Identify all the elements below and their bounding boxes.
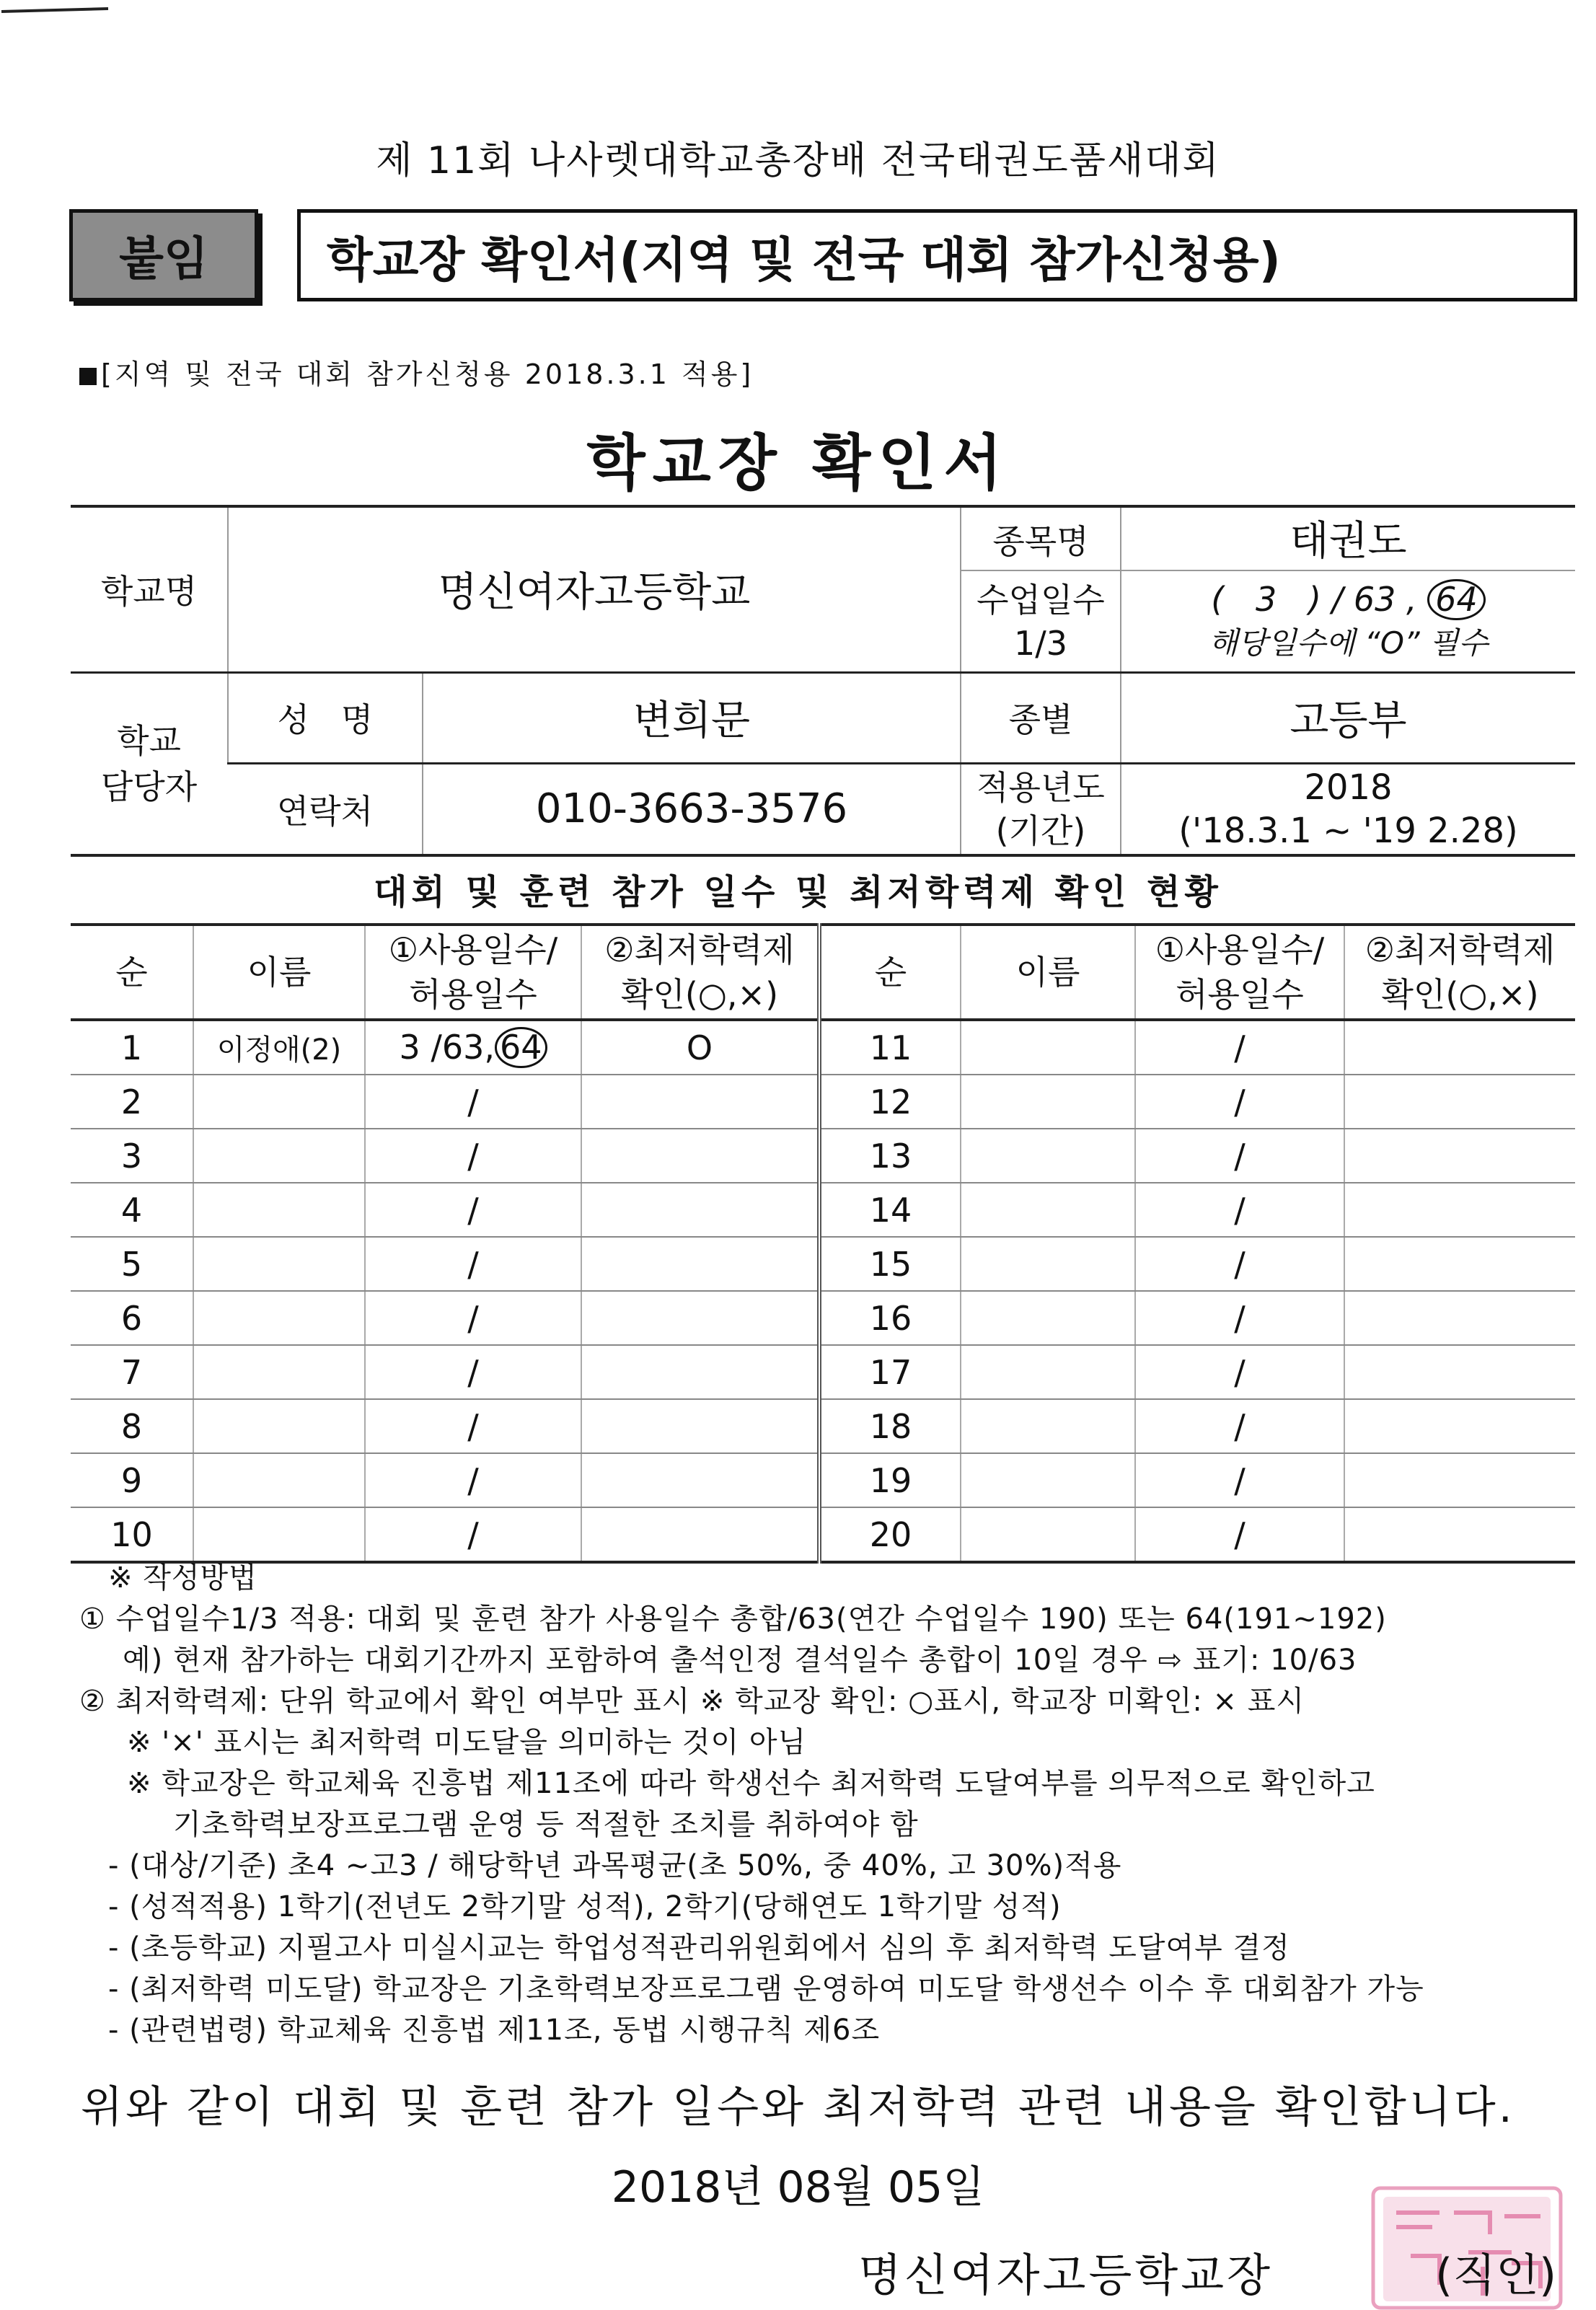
header-days-1: ①사용일수/ — [388, 930, 558, 969]
header-name-right: 이름 — [961, 925, 1135, 1020]
category-label: 종별 — [961, 672, 1121, 763]
row-no-right: 16 — [819, 1291, 961, 1345]
row-check-left — [581, 1237, 819, 1291]
row-days-right: / — [1135, 1075, 1344, 1129]
period-value: ('18.3.1 ~ '19 2.28) — [1178, 810, 1518, 851]
table-row — [71, 1345, 1575, 1399]
instruction-line: - (초등학교) 지필고사 미실시교는 학업성적관리위원회에서 심의 후 최저학력 도달여부 결정 — [108, 1931, 1290, 1965]
row-no-right: 19 — [819, 1453, 961, 1507]
year-value-cell — [1121, 763, 1575, 855]
row-days-left: / — [365, 1399, 581, 1453]
row-check-right — [1344, 1075, 1575, 1129]
table-row — [71, 1507, 1575, 1562]
name-label: 성 명 — [228, 672, 423, 763]
header-days-left — [365, 925, 581, 1020]
table-row — [71, 1020, 1575, 1075]
row-days-left: / — [365, 1237, 581, 1291]
header-check-2: 확인(○,×) — [1381, 975, 1539, 1014]
contact-person-label-2: 담당자 — [100, 767, 198, 806]
instruction-line: ※ 학교장은 학교체육 진흥법 제11조에 따라 학생선수 최저학력 도달여부를 의무적으로 확인하고 — [127, 1767, 1375, 1800]
row-days-left-circled: 64 — [495, 1027, 547, 1068]
row-no-right: 15 — [819, 1237, 961, 1291]
row-check-right — [1344, 1507, 1575, 1562]
row-no-left: 8 — [71, 1399, 193, 1453]
header-check-right — [1344, 925, 1575, 1020]
row-check-left — [581, 1075, 819, 1129]
contact-person-label — [71, 672, 228, 855]
row-days-left: / — [365, 1183, 581, 1237]
confirmation-text: 위와 같이 대회 및 훈련 참가 일수와 최저학력 관련 내용을 확인합니다. — [81, 2082, 1515, 2133]
row-no-left: 10 — [71, 1507, 193, 1562]
row-days-right: / — [1135, 1129, 1344, 1183]
info-table — [71, 505, 1575, 857]
row-no-left: 2 — [71, 1075, 193, 1129]
info-row-name — [71, 672, 1575, 763]
participation-table — [71, 923, 1575, 1564]
instruction-line: 예) 현재 참가하는 대회기간까지 포함하여 출석인정 결석일수 총합이 10일 경우 ⇨ 표기: 10/63 — [123, 1644, 1357, 1677]
row-name-right — [961, 1183, 1135, 1237]
row-check-right — [1344, 1453, 1575, 1507]
row-no-left: 7 — [71, 1345, 193, 1399]
row-days-left: / — [365, 1453, 581, 1507]
phone-label: 연락처 — [276, 791, 374, 831]
row-days-right: / — [1135, 1237, 1344, 1291]
instruction-line: - (대상/기준) 초4 ~고3 / 해당학년 과목평균(초 50%, 중 40%, 고 30%)적용 — [108, 1849, 1122, 1882]
header-no-left: 순 — [71, 925, 193, 1020]
row-days-right: / — [1135, 1399, 1344, 1453]
row-check-right — [1344, 1291, 1575, 1345]
table-row — [71, 1183, 1575, 1237]
seal-label: (직인) — [1435, 2249, 1557, 2301]
sport-class-labels — [961, 506, 1121, 672]
row-name-right — [961, 1237, 1135, 1291]
row-check-left — [581, 1453, 819, 1507]
row-check-left — [581, 1507, 819, 1562]
school-name: 명신여자고등학교 — [228, 506, 961, 672]
row-name-right — [961, 1399, 1135, 1453]
year-label-1: 적용년도 — [976, 767, 1105, 807]
row-days-right: / — [1135, 1345, 1344, 1399]
contact-person-label-1: 학교 — [117, 720, 181, 760]
scan-mark — [0, 6, 115, 16]
row-days-right: / — [1135, 1291, 1344, 1345]
instruction-line: 기초학력보장프로그램 운영 등 적절한 조치를 취하여야 함 — [173, 1808, 919, 1841]
row-no-left: 1 — [71, 1020, 193, 1075]
row-name-left — [193, 1291, 365, 1345]
phone-value: 010-3663-3576 — [423, 763, 961, 855]
document-title: 학교장 확인서(지역 및 전국 대회 참가신청용) — [297, 209, 1577, 301]
table-row — [71, 1291, 1575, 1345]
row-check-right — [1344, 1129, 1575, 1183]
row-name-left — [193, 1183, 365, 1237]
row-name-left — [193, 1129, 365, 1183]
year-value: 2018 — [1304, 767, 1393, 808]
row-check-right — [1344, 1020, 1575, 1075]
row-name-right — [961, 1507, 1135, 1562]
instruction-line: - (성적적용) 1학기(전년도 2학기말 성적), 2학기(당해연도 1학기말 성적) — [108, 1890, 1062, 1923]
row-days-left: / — [365, 1507, 581, 1562]
header-days-1: ①사용일수/ — [1155, 930, 1325, 969]
row-no-right: 11 — [819, 1020, 961, 1075]
school-label: 학교명 — [100, 572, 198, 612]
header-check-1: ②최저학력제 — [604, 930, 795, 969]
year-label — [961, 763, 1121, 855]
sport-class-values — [1121, 506, 1575, 672]
row-name-left: 이정애(2) — [193, 1020, 365, 1075]
row-name-left — [193, 1453, 365, 1507]
row-check-left: O — [581, 1020, 819, 1075]
header-days-right — [1135, 925, 1344, 1020]
header-check-1: ②최저학력제 — [1364, 930, 1556, 969]
instruction-line: ① 수업일수1/3 적용: 대회 및 훈련 참가 사용일수 총합/63(연간 수업일수 190) 또는 64(191~192) — [79, 1603, 1387, 1636]
row-days-right: / — [1135, 1453, 1344, 1507]
table-row — [71, 1075, 1575, 1129]
sport-value: 태권도 — [1121, 513, 1575, 571]
info-row-school — [71, 506, 1575, 672]
row-days-left: / — [365, 1129, 581, 1183]
header-no-right: 순 — [819, 925, 961, 1020]
row-days-right: / — [1135, 1020, 1344, 1075]
header-days-2: 허용일수 — [409, 975, 537, 1014]
row-check-left — [581, 1183, 819, 1237]
instruction-line: ※ '×' 표시는 최저학력 미도달을 의미하는 것이 아님 — [127, 1726, 807, 1759]
class-days-prefix: ( 3 ) / 63 , — [1211, 580, 1417, 620]
class-days-circled: 64 — [1427, 579, 1486, 620]
name-value: 변희문 — [423, 672, 961, 763]
row-days-left-text: 3 /63, — [399, 1028, 495, 1067]
form-note — [79, 352, 754, 392]
year-label-2: (기간) — [995, 811, 1086, 850]
instructions-heading: ※ 작성방법 — [108, 1561, 257, 1595]
row-no-right: 13 — [819, 1129, 961, 1183]
instruction-line: ② 최저학력제: 단위 학교에서 확인 여부만 표시 ※ 학교장 확인: ○표시, 학교장 미확인: × 표시 — [79, 1685, 1305, 1718]
row-check-left — [581, 1345, 819, 1399]
row-name-right — [961, 1291, 1135, 1345]
row-no-right: 14 — [819, 1183, 961, 1237]
row-check-right — [1344, 1399, 1575, 1453]
row-check-right — [1344, 1183, 1575, 1237]
row-name-left — [193, 1507, 365, 1562]
row-days-left: / — [365, 1345, 581, 1399]
table-row — [71, 1129, 1575, 1183]
row-days-left — [365, 1020, 581, 1075]
row-no-right: 20 — [819, 1507, 961, 1562]
row-name-left — [193, 1075, 365, 1129]
row-name-right — [961, 1345, 1135, 1399]
row-days-left: / — [365, 1291, 581, 1345]
header-name-left: 이름 — [193, 925, 365, 1020]
header-check-left — [581, 925, 819, 1020]
row-days-left: / — [365, 1075, 581, 1129]
instruction-line: - (관련법령) 학교체육 진흥법 제11조, 동법 시행규칙 제6조 — [108, 2014, 881, 2047]
participation-header-row — [71, 925, 1575, 1020]
class-days-ratio: 1/3 — [1013, 624, 1068, 664]
row-check-left — [581, 1291, 819, 1345]
table-row — [71, 1237, 1575, 1291]
info-row-phone — [71, 763, 1575, 855]
row-check-left — [581, 1129, 819, 1183]
category-value: 고등부 — [1121, 672, 1575, 763]
row-name-right — [961, 1020, 1135, 1075]
row-days-right: / — [1135, 1507, 1344, 1562]
instructions — [79, 1558, 1579, 2051]
row-name-right — [961, 1453, 1135, 1507]
row-no-right: 17 — [819, 1345, 961, 1399]
row-name-right — [961, 1075, 1135, 1129]
form-note-text: [지역 및 전국 대회 참가신청용 2018.3.1 적용] — [101, 358, 754, 390]
instruction-line: - (최저학력 미도달) 학교장은 기초학력보장프로그램 운영하여 미도달 학생선수 이수 후 대회참가 가능 — [108, 1972, 1424, 2006]
row-name-left — [193, 1345, 365, 1399]
header-days-2: 허용일수 — [1176, 975, 1304, 1014]
row-name-left — [193, 1237, 365, 1291]
table-row — [71, 1399, 1575, 1453]
row-no-left: 6 — [71, 1291, 193, 1345]
event-title: 제 11회 나사렛대학교총장배 전국태권도품새대회 — [376, 139, 1220, 182]
sport-label: 종목명 — [961, 513, 1120, 571]
row-no-left: 9 — [71, 1453, 193, 1507]
date-text: 2018년 08월 05일 — [611, 2162, 985, 2213]
row-check-left — [581, 1399, 819, 1453]
attachment-badge: 붙임 — [69, 209, 258, 301]
row-name-right — [961, 1129, 1135, 1183]
header-check-2: 확인(○,×) — [620, 975, 779, 1014]
row-no-left: 4 — [71, 1183, 193, 1237]
row-name-left — [193, 1399, 365, 1453]
class-days-value — [1121, 571, 1575, 622]
section-title: 대회 및 훈련 참가 일수 및 최저학력제 확인 현황 — [374, 872, 1222, 912]
signer-name: 명신여자고등학교장 — [858, 2249, 1274, 2301]
row-check-right — [1344, 1345, 1575, 1399]
row-days-right: / — [1135, 1183, 1344, 1237]
row-no-left: 5 — [71, 1237, 193, 1291]
class-days-label: 수업일수 — [976, 581, 1105, 620]
main-title: 학교장 확인서 — [586, 428, 1010, 498]
row-no-right: 18 — [819, 1399, 961, 1453]
row-no-left: 3 — [71, 1129, 193, 1183]
square-bullet-icon — [79, 368, 97, 385]
class-days-note: 해당일수에 “O” 필수 — [1208, 625, 1489, 661]
row-no-right: 12 — [819, 1075, 961, 1129]
row-check-right — [1344, 1237, 1575, 1291]
table-row — [71, 1453, 1575, 1507]
